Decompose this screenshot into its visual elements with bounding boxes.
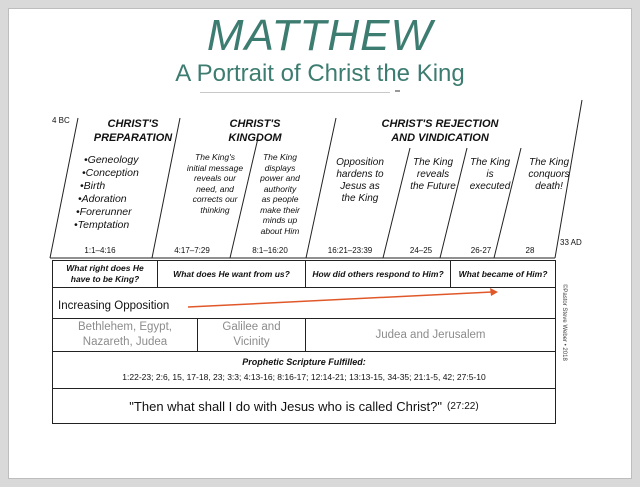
region-cell: Bethlehem, Egypt, Nazareth, Judea [52, 318, 198, 352]
list-item: •Adoration [78, 193, 127, 205]
divider-line [50, 118, 78, 258]
reference-label: 1:1–4:16 [84, 246, 116, 255]
list-item: •Birth [80, 180, 106, 192]
rejection-item-executed: The King is executed [469, 157, 511, 192]
credit-text: ©Pastor Steve Weber • 2018 [561, 284, 567, 361]
reference-label: 28 [525, 246, 535, 255]
kingdom-item-teaching: The King's initial message reveals our need, and corrects our thinking [186, 152, 244, 215]
question-cell: How did others respond to Him? [305, 260, 451, 288]
region-cell: Judea and Jerusalem [305, 318, 556, 352]
question-cell: What became of Him? [450, 260, 556, 288]
preparation-list [76, 154, 166, 232]
prophecy-row [52, 351, 556, 389]
opposition-label: Increasing Opposition [58, 300, 170, 312]
question-cell: What does He want from us? [157, 260, 306, 288]
section-rejection-title: CHRIST'S REJECTION AND VINDICATION [381, 118, 499, 144]
reference-label: 16:21–23:39 [327, 246, 373, 255]
region-cell: Galilee and Vicinity [197, 318, 306, 352]
reference-label: 26-27 [470, 246, 492, 255]
reference-label: 24–25 [409, 246, 433, 255]
quote-text: "Then what shall I do with Jesus who is called Christ?" [129, 398, 443, 414]
reference-label: 4:17–7:29 [174, 246, 210, 255]
timeline-end: 33 AD [560, 238, 582, 247]
kingdom-item-power: The King displays power and authority as people make their minds up about Him [260, 152, 300, 236]
prophecy-heading: Prophetic Scripture Fulfilled: [242, 357, 366, 367]
quote-row [52, 388, 556, 424]
list-item: •Forerunner [76, 206, 132, 218]
section-kingdom-title: CHRIST'S KINGDOM [228, 118, 282, 144]
list-item: •Temptation [74, 219, 130, 231]
list-item: •Conception [82, 167, 139, 179]
rejection-item-death: The King conquors death! [528, 157, 570, 192]
section-preparation-title: CHRIST'S PREPARATION [93, 118, 173, 144]
list-item: •Geneology [84, 154, 139, 166]
page-title: MATTHEW [206, 11, 434, 60]
quote-reference: (27:22) [447, 400, 479, 412]
page-subtitle: A Portrait of Christ the King [175, 60, 465, 87]
rejection-item-future: The King reveals the Future [410, 157, 456, 192]
question-cell: What right does He have to be King? [52, 260, 158, 288]
prophecy-refs: 1:22-23; 2:6, 15, 17-18, 23; 3:3; 4:13-16; 8:16-17; 12:14-21; 13:13-15, 34-35; 21:1-5, 42; 27:5-10 [122, 372, 486, 382]
reference-label: 8:1–16:20 [252, 246, 288, 255]
rejection-item-opposition: Opposition hardens to Jesus as the King [336, 157, 384, 204]
timeline-start: 4 BC [52, 116, 70, 125]
